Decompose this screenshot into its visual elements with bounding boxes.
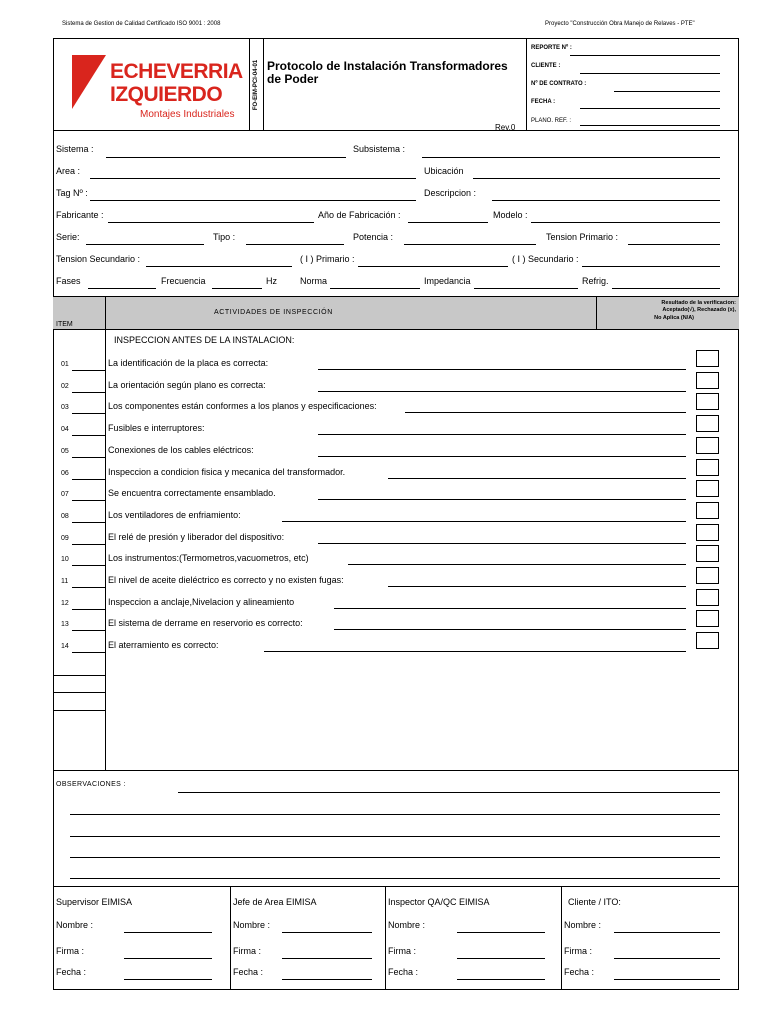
meta-divider bbox=[526, 38, 527, 130]
meta-fecha-field[interactable] bbox=[580, 108, 720, 109]
item-answer-line[interactable] bbox=[405, 412, 686, 413]
item-number: 08 bbox=[61, 512, 69, 520]
item-result-checkbox[interactable] bbox=[696, 372, 719, 389]
meta-contrato-field[interactable] bbox=[614, 91, 720, 92]
observaciones-line-3[interactable] bbox=[70, 836, 720, 837]
item-number: 14 bbox=[61, 643, 69, 651]
nombre-label: Nombre : bbox=[233, 920, 271, 930]
fabricante-field[interactable] bbox=[108, 222, 314, 223]
jefe-title: Jefe de Area EIMISA bbox=[233, 897, 317, 907]
fecha-field[interactable] bbox=[457, 979, 545, 980]
meta-plano-label: PLANO. REF. : bbox=[531, 118, 572, 124]
nombre-field[interactable] bbox=[457, 932, 545, 933]
serie-field[interactable] bbox=[86, 244, 204, 245]
firma-label: Firma : bbox=[56, 946, 84, 956]
tension-secundario-label: Tension Secundario : bbox=[56, 254, 141, 264]
observaciones-line-5[interactable] bbox=[70, 878, 720, 879]
firma-label: Firma : bbox=[564, 946, 592, 956]
tag-label: Tag Nº : bbox=[56, 188, 88, 198]
meta-reporte-field[interactable] bbox=[570, 55, 720, 56]
logo-mark-icon bbox=[72, 55, 106, 109]
item-text: Los componentes están conformes a los planos y especificaciones: bbox=[108, 401, 377, 412]
ubicacion-label: Ubicación bbox=[424, 166, 464, 176]
fecha-field[interactable] bbox=[282, 979, 372, 980]
item-number: 11 bbox=[61, 578, 69, 585]
item-number-line bbox=[72, 435, 105, 436]
result-header-2: Aceptado(√), Rechazado (x), bbox=[662, 307, 736, 313]
meta-fecha-label: FECHA : bbox=[531, 99, 556, 105]
item-answer-line[interactable] bbox=[318, 456, 686, 457]
firma-field[interactable] bbox=[282, 958, 372, 959]
item-number: 02 bbox=[61, 382, 69, 390]
item-text: Los ventiladores de enfriamiento: bbox=[108, 509, 241, 520]
firma-label: Firma : bbox=[233, 946, 261, 956]
project-name: Proyecto "Construcción Obra Manejo de Relaves - PTE" bbox=[545, 21, 695, 27]
item-number: 05 bbox=[61, 447, 69, 455]
descripcion-field[interactable] bbox=[492, 200, 720, 201]
item-answer-line[interactable] bbox=[318, 434, 686, 435]
item-number: 04 bbox=[61, 426, 69, 434]
fecha-field[interactable] bbox=[614, 979, 720, 980]
result-header-1: Resultado de la verificacion: bbox=[661, 300, 736, 306]
fecha-label: Fecha : bbox=[564, 967, 595, 977]
item-result-checkbox[interactable] bbox=[696, 589, 719, 606]
signatures-top-line bbox=[53, 886, 739, 887]
item-number: 13 bbox=[61, 621, 69, 629]
firma-field[interactable] bbox=[614, 958, 720, 959]
item-text: El sistema de derrame en reservorio es correcto: bbox=[108, 618, 303, 629]
subsistema-label: Subsistema : bbox=[353, 144, 406, 154]
sistema-field[interactable] bbox=[106, 157, 346, 158]
item-result-checkbox[interactable] bbox=[696, 610, 719, 627]
norma-label: Norma bbox=[300, 276, 328, 286]
item-number-line bbox=[72, 565, 105, 566]
empty-row-line bbox=[53, 710, 105, 711]
tipo-label: Tipo : bbox=[213, 232, 236, 242]
item-answer-line[interactable] bbox=[348, 564, 686, 565]
item-text: Inspeccion a condicion fisica y mecanica del transformador. bbox=[108, 466, 346, 477]
item-result-checkbox[interactable] bbox=[696, 350, 719, 367]
frecuencia-label: Frecuencia bbox=[161, 276, 206, 286]
item-text: Fusibles e interruptores: bbox=[108, 423, 205, 434]
item-number-line bbox=[72, 457, 105, 458]
fecha-label: Fecha : bbox=[388, 967, 419, 977]
firma-field[interactable] bbox=[457, 958, 545, 959]
i-secundario-field[interactable] bbox=[582, 266, 720, 267]
frecuencia-field[interactable] bbox=[212, 288, 262, 289]
serie-label: Serie: bbox=[56, 232, 80, 242]
item-number-line bbox=[72, 587, 105, 588]
item-answer-line[interactable] bbox=[388, 586, 686, 587]
observaciones-line-2[interactable] bbox=[70, 814, 720, 815]
item-result-checkbox[interactable] bbox=[696, 480, 719, 497]
nombre-label: Nombre : bbox=[388, 920, 426, 930]
item-number-line bbox=[72, 370, 105, 371]
firma-label: Firma : bbox=[388, 946, 416, 956]
item-number: 12 bbox=[61, 599, 69, 607]
refrig-field[interactable] bbox=[612, 288, 720, 289]
subsistema-field[interactable] bbox=[422, 157, 720, 158]
item-answer-line[interactable] bbox=[334, 608, 686, 609]
item-number-line bbox=[72, 609, 105, 610]
refrig-label: Refrig. bbox=[582, 276, 609, 286]
item-number-line bbox=[72, 479, 105, 480]
nombre-field[interactable] bbox=[124, 932, 212, 933]
cliente-title: Cliente / ITO: bbox=[568, 897, 621, 907]
empty-row-line bbox=[53, 692, 105, 693]
meta-cliente-field[interactable] bbox=[580, 73, 720, 74]
logo-line-1: ECHEVERRIA bbox=[110, 60, 243, 83]
fecha-field[interactable] bbox=[124, 979, 212, 980]
code-divider bbox=[263, 38, 264, 130]
doc-code: FO-EIM-PCI-04-01 bbox=[253, 59, 259, 111]
norma-field[interactable] bbox=[330, 288, 420, 289]
item-text: El nivel de aceite dieléctrico es correcto y no existen fugas: bbox=[108, 575, 344, 585]
i-primario-label: ( I ) Primario : bbox=[300, 254, 355, 264]
item-text: El aterramiento es correcto: bbox=[108, 640, 219, 651]
anio-field[interactable] bbox=[408, 222, 488, 223]
meta-cliente-label: CLIENTE : bbox=[531, 63, 561, 69]
empty-row-line bbox=[53, 675, 105, 676]
item-result-checkbox[interactable] bbox=[696, 502, 719, 519]
item-number-line bbox=[72, 652, 105, 653]
i-secundario-label: ( I ) Secundario : bbox=[512, 254, 579, 264]
nombre-label: Nombre : bbox=[564, 920, 602, 930]
quality-system-note: Sistema de Gestion de Calidad Certificado ISO 9001 : 2008 bbox=[62, 21, 221, 27]
meta-contrato-label: Nº DE CONTRATO : bbox=[531, 81, 587, 87]
item-number: 10 bbox=[61, 556, 69, 564]
observaciones-label: OBSERVACIONES : bbox=[56, 781, 126, 788]
tension-primario-field[interactable] bbox=[628, 244, 720, 245]
hz-label: Hz bbox=[266, 276, 277, 286]
fecha-label: Fecha : bbox=[233, 967, 264, 977]
potencia-field[interactable] bbox=[404, 244, 536, 245]
tipo-field[interactable] bbox=[246, 244, 344, 245]
fecha-label: Fecha : bbox=[56, 967, 87, 977]
item-text: Conexiones de los cables eléctricos: bbox=[108, 444, 254, 455]
meta-plano-field[interactable] bbox=[580, 125, 720, 126]
item-answer-line[interactable] bbox=[282, 521, 686, 522]
item-result-checkbox[interactable] bbox=[696, 415, 719, 432]
item-number: 03 bbox=[61, 404, 69, 412]
modelo-label: Modelo : bbox=[493, 210, 528, 220]
item-text: La orientación según plano es correcta: bbox=[108, 379, 266, 390]
result-column-divider bbox=[596, 296, 597, 330]
signature-divider-1 bbox=[230, 886, 231, 990]
nombre-field[interactable] bbox=[282, 932, 372, 933]
activities-header: ACTIVIDADES DE INSPECCIÓN bbox=[214, 309, 333, 316]
item-answer-line[interactable] bbox=[318, 499, 686, 500]
form-title: Protocolo de Instalación Transformadores de Poder bbox=[267, 59, 508, 86]
item-answer-line[interactable] bbox=[318, 369, 686, 370]
item-number: 01 bbox=[61, 361, 69, 368]
item-result-checkbox[interactable] bbox=[696, 545, 719, 562]
item-text: Inspeccion a anclaje,Nivelacion y alineamiento bbox=[108, 596, 295, 607]
anio-label: Año de Fabricación : bbox=[318, 210, 401, 220]
item-header: ITEM bbox=[56, 321, 73, 328]
item-result-checkbox[interactable] bbox=[696, 437, 719, 454]
item-result-checkbox[interactable] bbox=[696, 393, 719, 410]
signature-divider-2 bbox=[385, 886, 386, 990]
inspector-title: Inspector QA/QC EIMISA bbox=[388, 897, 490, 907]
signature-divider-3 bbox=[561, 886, 562, 990]
meta-reporte-label: REPORTE Nº : bbox=[531, 45, 572, 51]
fabricante-label: Fabricante : bbox=[56, 210, 104, 220]
i-primario-field[interactable] bbox=[358, 266, 508, 267]
observaciones-line-4[interactable] bbox=[70, 857, 720, 858]
observaciones-top-line bbox=[53, 770, 739, 771]
potencia-label: Potencia : bbox=[353, 232, 394, 242]
item-number-line bbox=[72, 413, 105, 414]
tension-secundario-field[interactable] bbox=[146, 266, 292, 267]
tag-field[interactable] bbox=[90, 200, 416, 201]
item-text: El relé de presión y liberador del dispositivo: bbox=[108, 531, 285, 542]
observaciones-line-1[interactable] bbox=[178, 792, 720, 793]
item-result-checkbox[interactable] bbox=[696, 459, 719, 476]
revision: Rev.0 bbox=[495, 123, 516, 132]
area-field[interactable] bbox=[90, 178, 416, 179]
result-header-3: No Aplica (N/A) bbox=[654, 315, 694, 321]
item-number-line bbox=[72, 392, 105, 393]
sistema-label: Sistema : bbox=[56, 144, 94, 154]
item-text: Se encuentra correctamente ensamblado. bbox=[108, 488, 276, 499]
firma-field[interactable] bbox=[124, 958, 212, 959]
supervisor-title: Supervisor EIMISA bbox=[56, 897, 133, 907]
item-answer-line[interactable] bbox=[264, 651, 686, 652]
section-title: INSPECCION ANTES DE LA INSTALACION: bbox=[114, 335, 295, 345]
item-answer-line[interactable] bbox=[318, 543, 686, 544]
item-answer-line[interactable] bbox=[334, 629, 686, 630]
item-text: Los instrumentos:(Termometros,vacuometros, etc) bbox=[108, 553, 309, 564]
item-answer-line[interactable] bbox=[318, 391, 686, 392]
header-bottom-line bbox=[53, 130, 739, 131]
modelo-field[interactable] bbox=[531, 222, 720, 223]
item-text: La identificación de la placa es correcta: bbox=[108, 358, 269, 368]
tension-primario-label: Tension Primario : bbox=[546, 232, 619, 242]
logo-line-2: IZQUIERDO bbox=[110, 83, 223, 106]
item-result-checkbox[interactable] bbox=[696, 524, 719, 541]
item-number-line bbox=[72, 500, 105, 501]
logo-line-3: Montajes Industriales bbox=[140, 109, 235, 120]
item-number-line bbox=[72, 630, 105, 631]
item-number: 07 bbox=[61, 491, 69, 499]
fases-field[interactable] bbox=[88, 288, 156, 289]
item-result-checkbox[interactable] bbox=[696, 567, 719, 584]
impedancia-label: Impedancia bbox=[424, 276, 471, 286]
item-result-checkbox[interactable] bbox=[696, 632, 719, 649]
impedancia-field[interactable] bbox=[474, 288, 578, 289]
nombre-field[interactable] bbox=[614, 932, 720, 933]
nombre-label: Nombre : bbox=[56, 920, 94, 930]
ubicacion-field[interactable] bbox=[473, 178, 720, 179]
area-label: Area : bbox=[56, 166, 81, 176]
fases-label: Fases bbox=[56, 276, 81, 286]
item-number: 06 bbox=[61, 469, 69, 477]
descripcion-label: Descripcion : bbox=[424, 188, 477, 198]
item-number: 09 bbox=[61, 534, 69, 542]
item-answer-line[interactable] bbox=[388, 478, 686, 479]
item-number-line bbox=[72, 544, 105, 545]
item-column-divider bbox=[105, 296, 106, 770]
item-number-line bbox=[72, 522, 105, 523]
